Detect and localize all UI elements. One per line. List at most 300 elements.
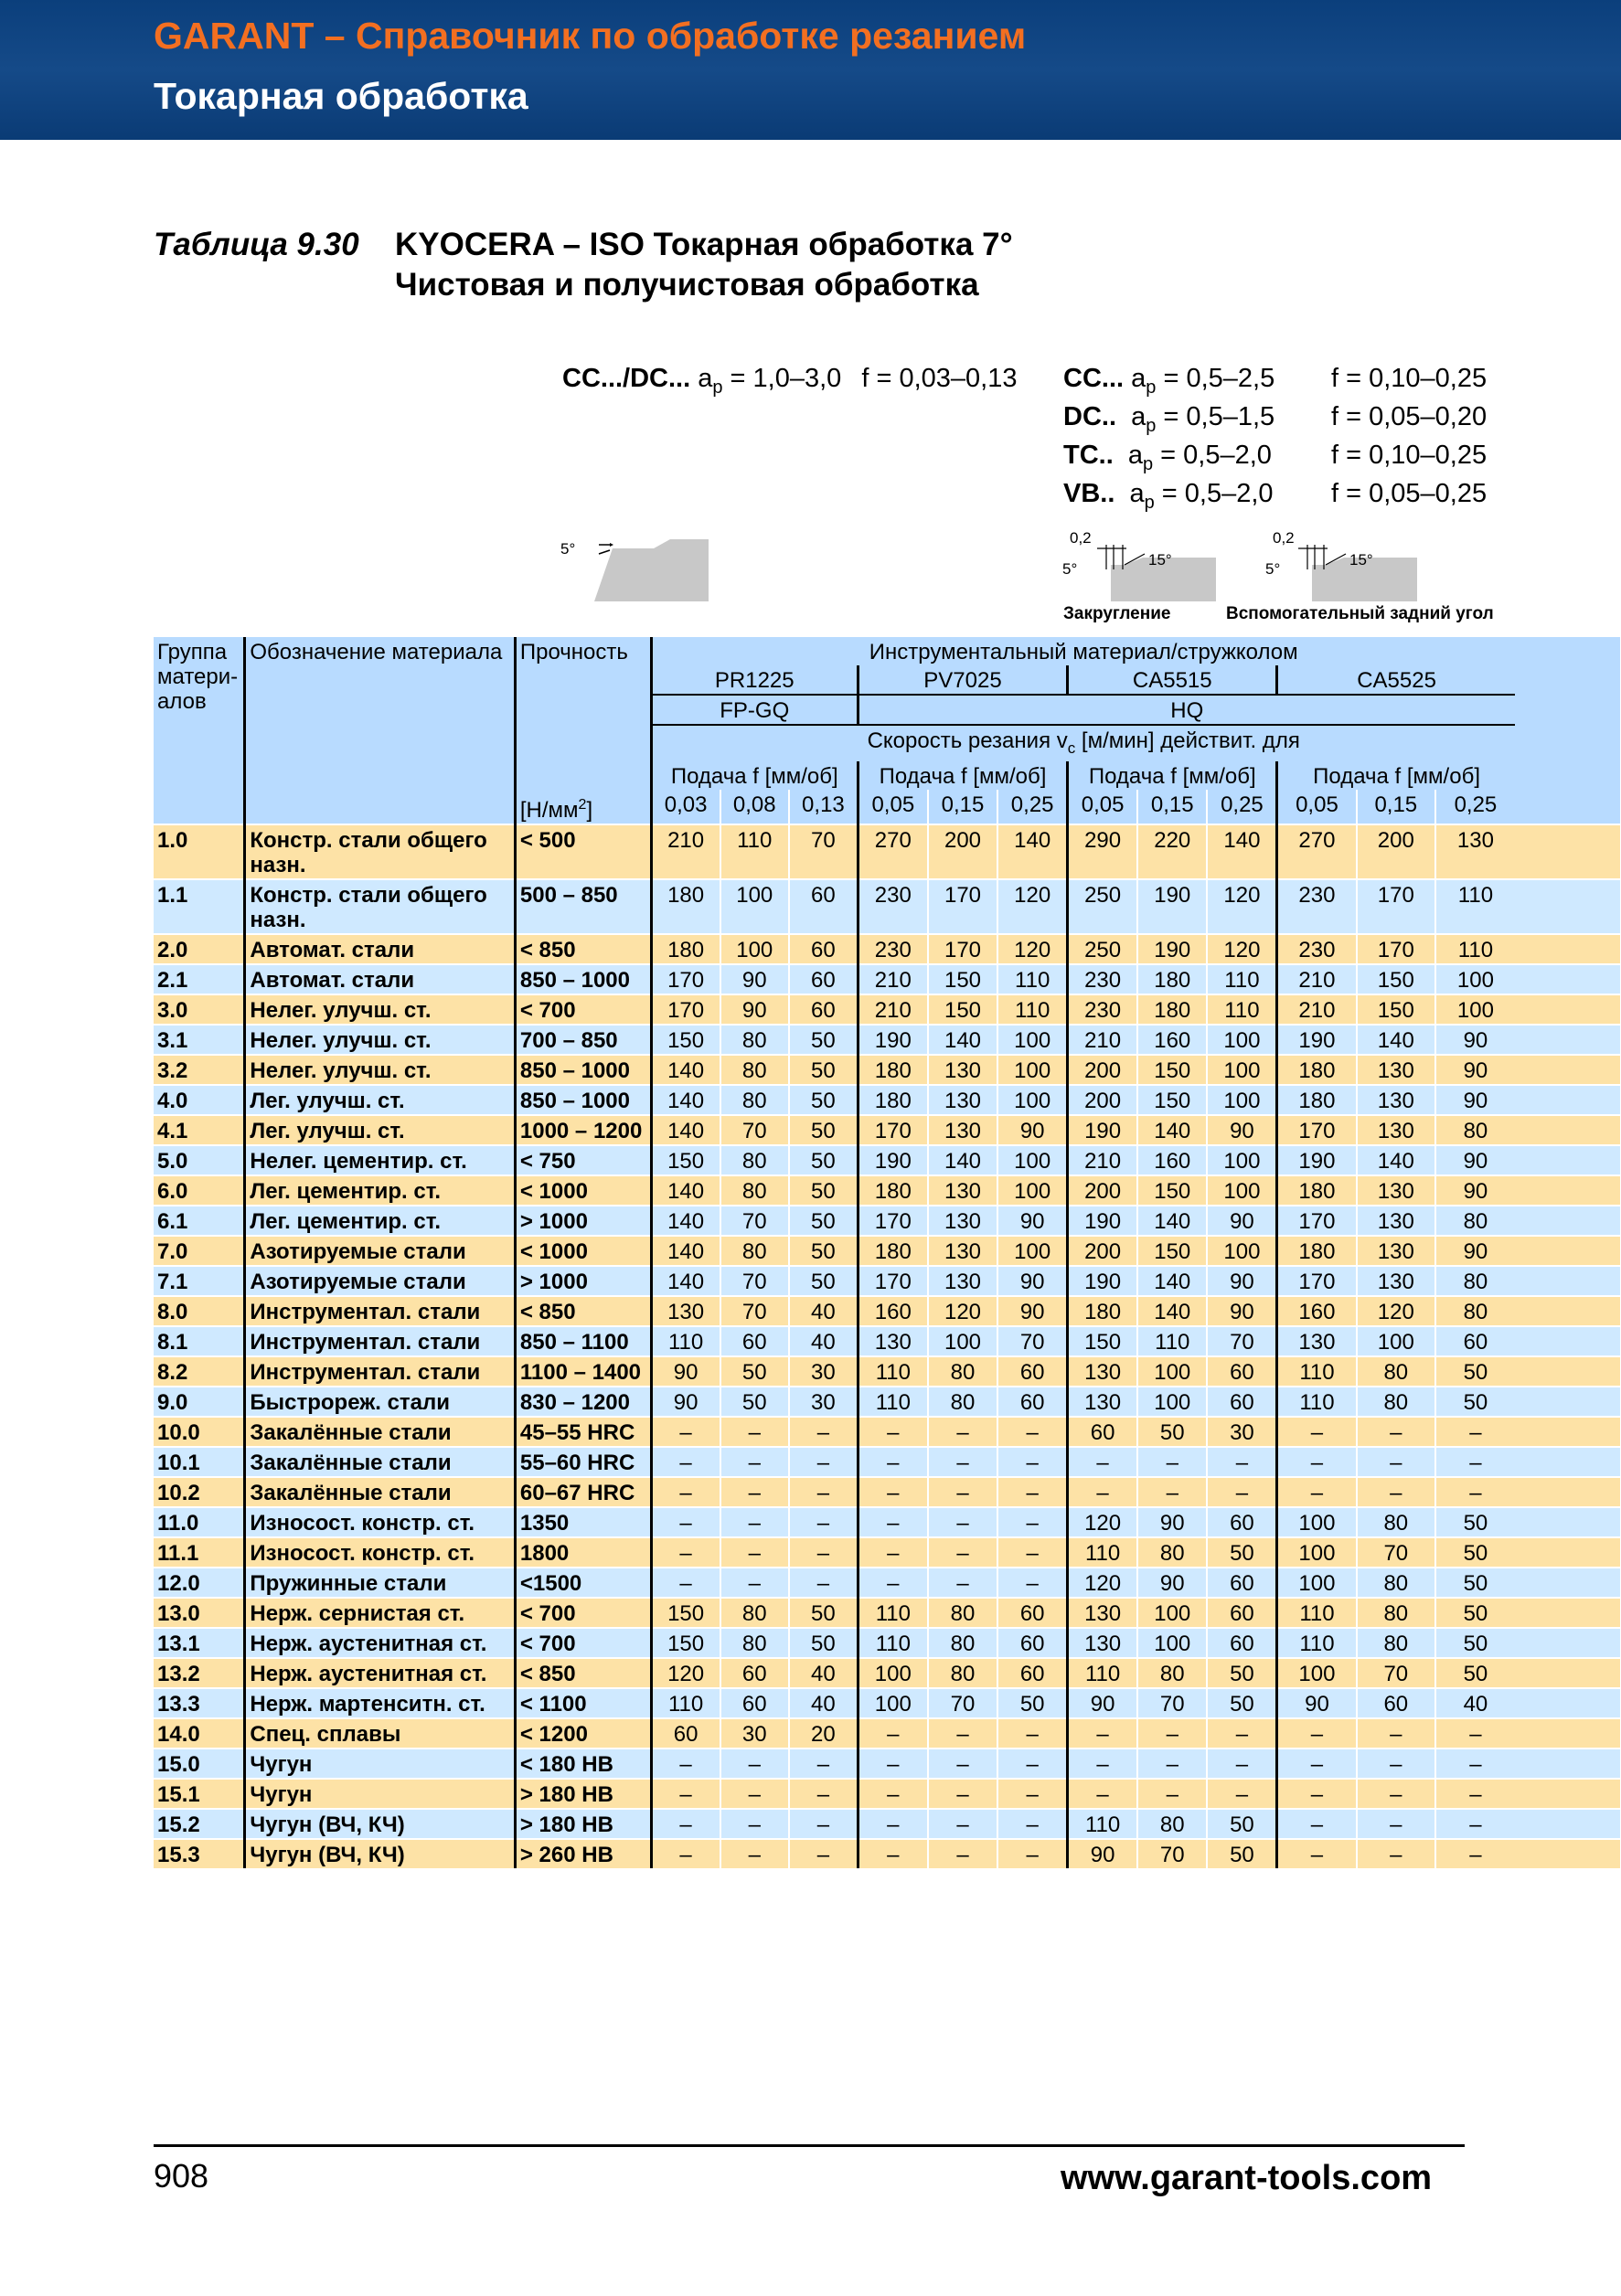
speed-value: –	[1207, 1779, 1276, 1809]
speed-value: 130	[1357, 1266, 1436, 1296]
speed-value: 150	[651, 1025, 720, 1055]
row-fill	[1515, 1206, 1620, 1236]
speed-value: –	[1435, 1417, 1515, 1447]
speed-value: 90	[651, 1387, 720, 1417]
speed-value: –	[1435, 1718, 1515, 1749]
speed-value: –	[720, 1568, 789, 1598]
param-ap: = 0,5–2,0	[1154, 479, 1274, 508]
speed-value: 110	[997, 964, 1067, 994]
speed-value: 210	[1277, 964, 1357, 994]
header-feed: Подача f [мм/об]	[651, 761, 858, 790]
table-row	[154, 934, 1620, 964]
speed-value: –	[1435, 1447, 1515, 1477]
speed-value: 100	[997, 1175, 1067, 1206]
row-fill	[1515, 1417, 1620, 1447]
speed-value: –	[651, 1809, 720, 1839]
material-name: Спец. сплавы	[245, 1718, 516, 1749]
row-fill	[1515, 1356, 1620, 1387]
param-name: CC...	[1063, 364, 1125, 393]
speed-value: –	[858, 1809, 927, 1839]
speed-value: –	[858, 1749, 927, 1779]
table-row	[154, 1266, 1620, 1296]
row-fill	[1515, 1115, 1620, 1145]
speed-value: 150	[1137, 1175, 1207, 1206]
row-fill	[1515, 1175, 1620, 1206]
material-name: Нелег. улучш. ст.	[245, 1055, 516, 1085]
material-group: 11.0	[154, 1507, 245, 1537]
speed-value: –	[1435, 1839, 1515, 1868]
param-ap-symbol: a	[1131, 364, 1146, 393]
material-group: 13.1	[154, 1628, 245, 1658]
speed-value: 80	[1435, 1206, 1515, 1236]
diagram-angle-15: 15°	[1349, 551, 1373, 569]
label-clearance: Вспомогательный задний угол	[1226, 604, 1494, 623]
speed-value: 110	[1277, 1598, 1357, 1628]
speed-value: 60	[997, 1598, 1067, 1628]
speed-value: 110	[1137, 1326, 1207, 1356]
material-group: 8.1	[154, 1326, 245, 1356]
header-feed-value: 0,05	[858, 790, 927, 824]
row-fill	[1515, 824, 1620, 879]
speed-value: 90	[1435, 1025, 1515, 1055]
param-ap-symbol: a	[1129, 479, 1145, 508]
header-breaker-fpgq: FP-GQ	[651, 695, 858, 725]
speed-value: 150	[1068, 1326, 1137, 1356]
row-fill	[1515, 1688, 1620, 1718]
speed-value: 210	[858, 964, 927, 994]
speed-value: 100	[1357, 1326, 1436, 1356]
speed-value: –	[997, 1718, 1067, 1749]
material-strength: < 750	[515, 1145, 651, 1175]
speed-value: 70	[1137, 1839, 1207, 1868]
speed-value: –	[928, 1839, 997, 1868]
speed-value: 90	[1435, 1175, 1515, 1206]
speed-value: –	[1357, 1809, 1436, 1839]
speed-value: 60	[1207, 1598, 1276, 1628]
speed-value: 60	[720, 1658, 789, 1688]
material-group: 10.2	[154, 1477, 245, 1507]
table-row	[154, 1356, 1620, 1387]
speed-value: 130	[928, 1266, 997, 1296]
speed-value: 80	[1435, 1266, 1515, 1296]
speed-value: 150	[1357, 964, 1436, 994]
row-fill	[1515, 1236, 1620, 1266]
speed-value: 140	[928, 1025, 997, 1055]
diagram-dim-02: 0,2	[1070, 529, 1092, 547]
speed-value: 100	[997, 1236, 1067, 1266]
speed-value: 100	[997, 1055, 1067, 1085]
speed-value: –	[1357, 1718, 1436, 1749]
speed-value: –	[1357, 1779, 1436, 1809]
speed-value: 100	[997, 1145, 1067, 1175]
speed-value: 100	[1207, 1025, 1276, 1055]
speed-value: 110	[651, 1326, 720, 1356]
speed-value: 60	[720, 1326, 789, 1356]
material-group: 15.1	[154, 1779, 245, 1809]
speed-value: 60	[1207, 1628, 1276, 1658]
row-fill	[1515, 994, 1620, 1025]
material-name: Износост. констр. ст.	[245, 1507, 516, 1537]
speed-value: 210	[858, 994, 927, 1025]
speed-value: 100	[720, 934, 789, 964]
table-row	[154, 1236, 1620, 1266]
speed-value: 100	[858, 1688, 927, 1718]
table-row	[154, 1809, 1620, 1839]
speed-value: –	[720, 1839, 789, 1868]
material-name: Азотируемые стали	[245, 1236, 516, 1266]
header-material: Обозначение материала	[245, 637, 516, 824]
header-breaker-hq: HQ	[858, 695, 1514, 725]
speed-value: 130	[1357, 1055, 1436, 1085]
param-ap-symbol: a	[698, 364, 713, 393]
speed-value: 100	[1207, 1236, 1276, 1266]
speed-value: –	[1357, 1839, 1436, 1868]
header-feed-value: 0,15	[1137, 790, 1207, 824]
row-fill	[1515, 1598, 1620, 1628]
speed-value: –	[1277, 1749, 1357, 1779]
speed-value: 70	[1357, 1658, 1436, 1688]
speed-value: 80	[720, 1085, 789, 1115]
footer-divider	[154, 2144, 1465, 2147]
speed-value: 180	[1277, 1175, 1357, 1206]
param-ap-sub: p	[1144, 492, 1155, 513]
speed-value: –	[928, 1809, 997, 1839]
speed-value: 140	[1137, 1296, 1207, 1326]
speed-value: 60	[1207, 1507, 1276, 1537]
speed-value: 90	[651, 1356, 720, 1387]
speed-value: 80	[928, 1628, 997, 1658]
speed-value: 30	[789, 1356, 858, 1387]
table-row	[154, 1115, 1620, 1145]
speed-value: 180	[858, 1085, 927, 1115]
speed-value: 180	[651, 879, 720, 934]
speed-value: –	[720, 1749, 789, 1779]
speed-value: –	[997, 1507, 1067, 1537]
row-fill	[1515, 1266, 1620, 1296]
speed-value: 50	[1435, 1507, 1515, 1537]
speed-value: 60	[1435, 1326, 1515, 1356]
speed-value: 110	[858, 1598, 927, 1628]
speed-value: –	[1357, 1749, 1436, 1779]
material-name: Закалённые стали	[245, 1477, 516, 1507]
header-grade-pr1225: PR1225	[651, 665, 858, 695]
row-fill	[1515, 1447, 1620, 1477]
row-fill	[1515, 1387, 1620, 1417]
header-group: Группа матери-алов	[154, 637, 245, 824]
speed-value: 60	[997, 1356, 1067, 1387]
speed-value: –	[720, 1507, 789, 1537]
speed-value: 70	[928, 1688, 997, 1718]
speed-value: 140	[651, 1115, 720, 1145]
speed-value: –	[928, 1507, 997, 1537]
speed-value: 90	[1435, 1055, 1515, 1085]
speed-value: –	[1357, 1417, 1436, 1447]
speed-value: 110	[1068, 1658, 1137, 1688]
material-name: Лег. улучш. ст.	[245, 1115, 516, 1145]
speed-value: 170	[1277, 1206, 1357, 1236]
speed-value: 140	[1357, 1145, 1436, 1175]
speed-value: 100	[928, 1326, 997, 1356]
speed-value: 90	[1068, 1839, 1137, 1868]
table-row	[154, 1145, 1620, 1175]
speed-value: –	[858, 1779, 927, 1809]
header-unit	[515, 790, 651, 824]
speed-value: 150	[651, 1598, 720, 1628]
material-group: 11.1	[154, 1537, 245, 1568]
speed-value: 160	[1277, 1296, 1357, 1326]
speed-value: 90	[1435, 1085, 1515, 1115]
speed-value: –	[1277, 1477, 1357, 1507]
material-group: 3.0	[154, 994, 245, 1025]
speed-value: –	[858, 1477, 927, 1507]
row-fill	[1515, 1809, 1620, 1839]
speed-value: 110	[997, 994, 1067, 1025]
material-strength: > 180 HB	[515, 1779, 651, 1809]
speed-value: 180	[651, 934, 720, 964]
speed-value: 70	[789, 824, 858, 879]
speed-value: –	[997, 1447, 1067, 1477]
header-subtitle: Токарная обработка	[154, 75, 528, 117]
speed-value: 90	[997, 1266, 1067, 1296]
material-name: Нерж. аустенитная ст.	[245, 1628, 516, 1658]
material-strength: 1100 – 1400	[515, 1356, 651, 1387]
material-group: 15.3	[154, 1839, 245, 1868]
speed-value: –	[1435, 1749, 1515, 1779]
speed-value: –	[1435, 1477, 1515, 1507]
speed-value: 180	[858, 1175, 927, 1206]
speed-value: 130	[1068, 1628, 1137, 1658]
material-strength: < 850	[515, 934, 651, 964]
speed-value: 150	[651, 1145, 720, 1175]
speed-value: 50	[1207, 1537, 1276, 1568]
param-right-2	[1063, 441, 1272, 475]
material-group: 3.1	[154, 1025, 245, 1055]
speed-value: 50	[789, 1085, 858, 1115]
speed-value: 60	[789, 964, 858, 994]
header-speed-pre: Скорость резания v	[867, 728, 1068, 753]
speed-value: –	[1207, 1749, 1276, 1779]
material-strength: < 500	[515, 824, 651, 879]
speed-value: –	[720, 1477, 789, 1507]
speed-value: 50	[720, 1387, 789, 1417]
speed-value: 60	[997, 1387, 1067, 1417]
speed-value: 230	[858, 879, 927, 934]
speed-value: 70	[997, 1326, 1067, 1356]
speed-value: 90	[1207, 1115, 1276, 1145]
speed-value: 90	[720, 964, 789, 994]
speed-value: 90	[720, 994, 789, 1025]
diagram-angle-5: 5°	[1062, 560, 1078, 578]
speed-value: 50	[789, 1598, 858, 1628]
speed-value: 50	[1435, 1628, 1515, 1658]
speed-value: 80	[1357, 1507, 1436, 1537]
speed-value: –	[1277, 1809, 1357, 1839]
material-name: Нелег. улучш. ст.	[245, 994, 516, 1025]
cutting-data-table	[154, 637, 1620, 1868]
param-f-1: f = 0,05–0,20	[1331, 402, 1488, 431]
speed-value: 90	[997, 1296, 1067, 1326]
speed-value: 250	[1068, 934, 1137, 964]
header-unit-end: ]	[586, 797, 593, 823]
speed-value: 80	[720, 1055, 789, 1085]
param-right-0	[1063, 364, 1274, 399]
material-strength: 45–55 HRC	[515, 1417, 651, 1447]
speed-value: –	[720, 1779, 789, 1809]
speed-value: 70	[1137, 1688, 1207, 1718]
speed-value: –	[928, 1568, 997, 1598]
speed-value: 100	[1277, 1568, 1357, 1598]
speed-value: 80	[720, 1598, 789, 1628]
material-group: 4.1	[154, 1115, 245, 1145]
speed-value: –	[858, 1839, 927, 1868]
row-fill	[1515, 934, 1620, 964]
material-name: Закалённые стали	[245, 1447, 516, 1477]
material-group: 2.0	[154, 934, 245, 964]
speed-value: 140	[1137, 1206, 1207, 1236]
speed-value: –	[928, 1779, 997, 1809]
speed-value: 170	[858, 1206, 927, 1236]
speed-value: 90	[1137, 1507, 1207, 1537]
speed-value: 110	[1435, 879, 1515, 934]
header-feed-value: 0,15	[1357, 790, 1436, 824]
speed-value: –	[997, 1568, 1067, 1598]
material-group: 8.2	[154, 1356, 245, 1387]
speed-value: 110	[1068, 1537, 1137, 1568]
material-strength: 850 – 1000	[515, 1085, 651, 1115]
speed-value: 80	[720, 1236, 789, 1266]
param-f-0: f = 0,10–0,25	[1331, 364, 1488, 393]
speed-value: –	[928, 1749, 997, 1779]
speed-value: 80	[1357, 1628, 1436, 1658]
header-feed-value: 0,03	[651, 790, 720, 824]
speed-value: 190	[858, 1025, 927, 1055]
speed-value: 140	[997, 824, 1067, 879]
header-feed: Подача f [мм/об]	[1277, 761, 1515, 790]
speed-value: –	[789, 1749, 858, 1779]
speed-value: 190	[1137, 879, 1207, 934]
header-grade-ca5515: CA5515	[1068, 665, 1277, 695]
header-cutting-speed	[651, 725, 1515, 761]
table-row	[154, 879, 1620, 934]
speed-value: 70	[720, 1115, 789, 1145]
speed-value: 50	[789, 1145, 858, 1175]
speed-value: 130	[858, 1326, 927, 1356]
table-row	[154, 1718, 1620, 1749]
speed-value: –	[1068, 1477, 1137, 1507]
speed-value: 230	[1277, 879, 1357, 934]
speed-value: 120	[1207, 934, 1276, 964]
speed-value: 110	[858, 1628, 927, 1658]
param-name: VB..	[1063, 479, 1115, 508]
speed-value: 50	[789, 1266, 858, 1296]
speed-value: 80	[928, 1356, 997, 1387]
speed-value: 50	[997, 1688, 1067, 1718]
speed-value: 60	[789, 994, 858, 1025]
speed-value: 100	[1207, 1175, 1276, 1206]
material-strength: < 850	[515, 1296, 651, 1326]
header-grade-ca5525: CA5525	[1277, 665, 1515, 695]
speed-value: 60	[1207, 1356, 1276, 1387]
speed-value: –	[858, 1718, 927, 1749]
speed-value: 110	[1277, 1628, 1357, 1658]
speed-value: –	[1357, 1447, 1436, 1477]
speed-value: 100	[1137, 1356, 1207, 1387]
speed-value: 150	[651, 1628, 720, 1658]
speed-value: 50	[789, 1025, 858, 1055]
table-title: KYOCERA – ISO Токарная обработка 7°	[395, 227, 1013, 262]
speed-value: 100	[1435, 964, 1515, 994]
speed-value: –	[928, 1417, 997, 1447]
row-fill	[1515, 1326, 1620, 1356]
speed-value: 130	[1068, 1598, 1137, 1628]
speed-value: 230	[1277, 934, 1357, 964]
header-speed-post: [м/мин] действит. для	[1075, 728, 1300, 753]
material-name: Автомат. стали	[245, 934, 516, 964]
material-strength: > 180 HB	[515, 1809, 651, 1839]
header-fill	[1515, 790, 1620, 824]
speed-value: –	[1277, 1779, 1357, 1809]
material-name: Пружинные стали	[245, 1568, 516, 1598]
speed-value: 60	[789, 934, 858, 964]
speed-value: 150	[1357, 994, 1436, 1025]
param-ap-symbol: a	[1131, 402, 1146, 431]
material-group: 7.1	[154, 1266, 245, 1296]
speed-value: 170	[1357, 934, 1436, 964]
speed-value: 80	[1435, 1115, 1515, 1145]
speed-value: 150	[928, 994, 997, 1025]
speed-value: 140	[928, 1145, 997, 1175]
speed-value: 50	[789, 1628, 858, 1658]
speed-value: –	[997, 1749, 1067, 1779]
material-strength: > 1000	[515, 1206, 651, 1236]
speed-value: –	[720, 1809, 789, 1839]
speed-value: 50	[789, 1206, 858, 1236]
row-fill	[1515, 1537, 1620, 1568]
speed-value: –	[789, 1537, 858, 1568]
speed-value: 50	[1207, 1658, 1276, 1688]
speed-value: –	[789, 1809, 858, 1839]
speed-value: –	[651, 1779, 720, 1809]
speed-value: 130	[1357, 1175, 1436, 1206]
row-fill	[1515, 1085, 1620, 1115]
param-ap: = 0,5–2,0	[1153, 441, 1272, 470]
material-strength: > 260 HB	[515, 1839, 651, 1868]
speed-value: 160	[858, 1296, 927, 1326]
speed-value: 50	[1435, 1658, 1515, 1688]
param-ap: = 1,0–3,0	[722, 364, 842, 393]
speed-value: 80	[1357, 1387, 1436, 1417]
speed-value: –	[1277, 1839, 1357, 1868]
speed-value: 80	[720, 1145, 789, 1175]
speed-value: –	[928, 1537, 997, 1568]
header-speed-sub: c	[1067, 739, 1076, 757]
param-name: CC.../DC...	[562, 364, 691, 393]
material-strength: < 700	[515, 1598, 651, 1628]
speed-value: 80	[1137, 1537, 1207, 1568]
speed-value: 180	[1137, 994, 1207, 1025]
header-feed-value: 0,05	[1277, 790, 1357, 824]
speed-value: 210	[651, 824, 720, 879]
speed-value: –	[1137, 1779, 1207, 1809]
speed-value: 190	[1068, 1115, 1137, 1145]
speed-value: 100	[1137, 1387, 1207, 1417]
table-subtitle: Чистовая и получистовая обработка	[395, 267, 979, 303]
material-strength: < 850	[515, 1658, 651, 1688]
row-fill	[1515, 1025, 1620, 1055]
material-strength: 55–60 HRC	[515, 1447, 651, 1477]
speed-value: 130	[651, 1296, 720, 1326]
speed-value: 90	[1137, 1568, 1207, 1598]
